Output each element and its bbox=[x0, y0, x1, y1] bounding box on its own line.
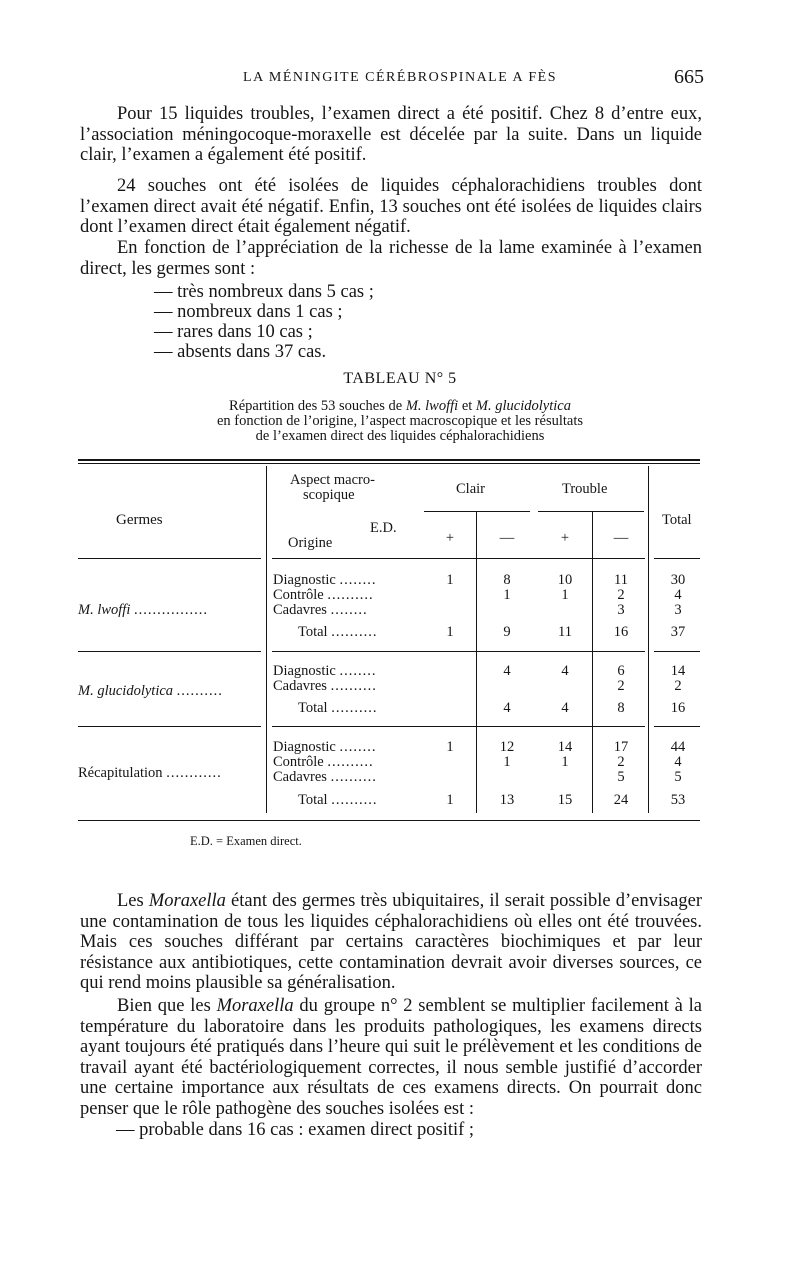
header-clair: Clair bbox=[456, 481, 485, 497]
total-text: Total bbox=[298, 624, 328, 640]
table-cell: 17 bbox=[613, 739, 629, 755]
table-cell: 2 bbox=[617, 754, 625, 770]
germ-name: M. lwoffi bbox=[78, 602, 131, 618]
table-cell: 14 bbox=[670, 663, 686, 679]
table-cell: 1 bbox=[561, 754, 569, 770]
table-cell: 1 bbox=[446, 572, 454, 588]
table-cell: 37 bbox=[670, 624, 686, 640]
table-cell: 4 bbox=[503, 663, 511, 679]
table-cell: 53 bbox=[670, 792, 686, 808]
running-title: LA MÉNINGITE CÉRÉBROSPINALE A FÈS bbox=[243, 70, 557, 85]
origin-label bbox=[273, 663, 376, 679]
table-cell: 14 bbox=[557, 739, 573, 755]
paragraph-souches-isolees: 24 souches ont été isolées de liquides céphalorachidiens troubles dont l’examen direct avait été négatif. Enfin, 13 souches ont été isolées de liquides clairs dont l’examen direct était également négatif. bbox=[80, 176, 702, 237]
origin-text: Diagnostic bbox=[273, 739, 336, 755]
table-cell: 9 bbox=[503, 624, 511, 640]
header-clair-plus: + bbox=[445, 530, 455, 546]
table-cell: 4 bbox=[674, 587, 682, 603]
text-run: Bien que les bbox=[117, 996, 217, 1016]
origin-label bbox=[273, 769, 377, 785]
origin-label bbox=[273, 678, 377, 694]
header-aspect-2: scopique bbox=[303, 487, 355, 503]
table-cell: 4 bbox=[674, 754, 682, 770]
origin-text: Cadavres bbox=[273, 769, 327, 785]
paragraph-contamination bbox=[80, 891, 702, 994]
total-text: Total bbox=[298, 792, 328, 808]
caption-text: Répartition des 53 souches de bbox=[229, 398, 406, 414]
germ-label bbox=[78, 765, 222, 781]
dot-leader: ........ bbox=[339, 572, 377, 588]
paragraph-examen-direct: Pour 15 liquides troubles, l’examen direct a été positif. Chez 8 d’entre eux, l’association méningocoque-moraxelle est décelée par la suite. Dans un liquide clair, l’examen a également été positif. bbox=[80, 104, 702, 165]
page-number: 665 bbox=[674, 66, 704, 88]
table-footnote: E.D. = Examen direct. bbox=[190, 834, 302, 848]
dot-leader: ........ bbox=[339, 663, 377, 679]
list-item: — nombreux dans 1 cas ; bbox=[154, 302, 343, 322]
table-caption-line2: en fonction de l’origine, l’aspect macroscopique et les résultats bbox=[217, 413, 583, 429]
dot-leader: .......... bbox=[327, 587, 374, 603]
dot-leader: ................ bbox=[134, 602, 208, 618]
header-rule bbox=[272, 558, 645, 559]
header-rule bbox=[78, 558, 261, 559]
origin-text: Diagnostic bbox=[273, 663, 336, 679]
origin-label bbox=[273, 572, 376, 588]
table-cell: 6 bbox=[617, 663, 625, 679]
dot-leader: .......... bbox=[331, 624, 378, 640]
germ-label bbox=[78, 602, 208, 618]
table-number: TABLEAU N° 5 bbox=[343, 370, 457, 387]
total-label bbox=[298, 700, 377, 716]
header-germes: Germes bbox=[116, 512, 163, 528]
table-cell: 5 bbox=[674, 769, 682, 785]
table-cell: 1 bbox=[446, 792, 454, 808]
table-cell: 11 bbox=[558, 624, 572, 640]
germ-name: Récapitulation bbox=[78, 765, 163, 781]
dot-leader: .......... bbox=[327, 754, 374, 770]
table-cell: 15 bbox=[557, 792, 573, 808]
text-run: étant des germes très ubiquitaires, il serait possible d’envisager une contamination de tous les liquides céphalorachidiens où elles ont été trouvées. Mais ces souches différant par certains caractères biochimiques et par leur résistance aux antibiotiques, cette contamination devrait avoir diverses sources, ce qui rend moins plausible sa généralisation. bbox=[80, 891, 702, 993]
table-cell: 11 bbox=[614, 572, 628, 588]
origin-label bbox=[273, 587, 374, 603]
germ-label bbox=[78, 683, 223, 699]
column-divider bbox=[266, 466, 267, 813]
header-total: Total bbox=[662, 512, 692, 528]
list-item: — absents dans 37 cas. bbox=[154, 342, 327, 362]
dot-leader: .......... bbox=[176, 683, 223, 699]
text-run: du groupe n° 2 semblent se multiplier facilement à la température du laboratoire dans les produits pathologiques, les examens directs ayant toujours été pratiqués dans l’heure qui suit le prélèvement et les conditions de travail ayant été bactériologiquement correctes, il nous semble justifié d’accorder une certaine importance aux résultats de ces examens directs. On pourrait donc penser que le rôle pathogène des souches isolées est : bbox=[80, 996, 703, 1119]
table-cell: 4 bbox=[561, 663, 569, 679]
table-caption-line1 bbox=[0, 398, 800, 414]
group-rule bbox=[654, 651, 700, 652]
table-cell: 2 bbox=[617, 587, 625, 603]
list-item: — rares dans 10 cas ; bbox=[154, 322, 313, 342]
caption-species: M. glucidolytica bbox=[475, 398, 571, 414]
origin-label bbox=[273, 754, 374, 770]
dot-leader: ........ bbox=[330, 602, 368, 618]
origin-text: Diagnostic bbox=[273, 572, 336, 588]
table-cell: 1 bbox=[561, 587, 569, 603]
caption-text: et bbox=[458, 398, 476, 414]
total-label bbox=[298, 792, 377, 808]
header-origine: Origine bbox=[288, 535, 333, 551]
origin-text: Cadavres bbox=[273, 602, 327, 618]
table-cell: 4 bbox=[503, 700, 511, 716]
table-cell: 3 bbox=[674, 602, 682, 618]
origin-text: Cadavres bbox=[273, 678, 327, 694]
genus-name: Moraxella bbox=[216, 996, 294, 1016]
text-run: Les bbox=[117, 891, 149, 911]
genus-name: Moraxella bbox=[148, 891, 226, 911]
group-rule bbox=[78, 726, 261, 727]
table-cell: 2 bbox=[674, 678, 682, 694]
table-caption-line3: de l’examen direct des liquides céphalorachidiens bbox=[255, 428, 545, 444]
caption-species: M. lwoffi bbox=[405, 398, 459, 414]
table-cell: 8 bbox=[503, 572, 511, 588]
table-cell: 13 bbox=[499, 792, 515, 808]
group-rule bbox=[78, 651, 261, 652]
page-header bbox=[0, 66, 800, 94]
paragraph-richesse-lame: En fonction de l’appréciation de la richesse de la lame examinée à l’examen direct, les germes sont : bbox=[80, 238, 702, 279]
germ-name: M. glucidolytica bbox=[78, 683, 174, 699]
table-cell: 8 bbox=[617, 700, 625, 716]
header-trouble-minus: — bbox=[613, 530, 629, 546]
table-cell: 30 bbox=[670, 572, 686, 588]
dot-leader: .......... bbox=[331, 700, 378, 716]
header-rule bbox=[654, 558, 700, 559]
table-cell: 16 bbox=[670, 700, 686, 716]
header-rule bbox=[424, 511, 530, 512]
table-cell: 1 bbox=[446, 739, 454, 755]
table-top-rule bbox=[78, 463, 700, 464]
total-text: Total bbox=[298, 700, 328, 716]
dot-leader: .......... bbox=[331, 792, 378, 808]
table-cell: 2 bbox=[617, 678, 625, 694]
list-item: — probable dans 16 cas : examen direct positif ; bbox=[116, 1120, 475, 1140]
group-rule bbox=[272, 651, 645, 652]
table-cell: 16 bbox=[613, 624, 629, 640]
origin-label bbox=[273, 602, 368, 618]
table-cell: 44 bbox=[670, 739, 686, 755]
table-cell: 24 bbox=[613, 792, 629, 808]
paragraph-role-pathogene bbox=[80, 996, 702, 1119]
table-cell: 10 bbox=[557, 572, 573, 588]
header-trouble-plus: + bbox=[560, 530, 570, 546]
origin-text: Contrôle bbox=[273, 754, 324, 770]
header-trouble: Trouble bbox=[562, 481, 608, 497]
table-cell: 4 bbox=[561, 700, 569, 716]
header-clair-minus: — bbox=[499, 530, 515, 546]
dot-leader: .......... bbox=[330, 678, 377, 694]
table-cell: 1 bbox=[446, 624, 454, 640]
table-cell: 12 bbox=[499, 739, 515, 755]
table-cell: 5 bbox=[617, 769, 625, 785]
table-bottom-rule bbox=[78, 820, 700, 821]
table-cell: 1 bbox=[503, 754, 511, 770]
table-cell: 1 bbox=[503, 587, 511, 603]
list-item: — très nombreux dans 5 cas ; bbox=[154, 282, 374, 302]
dot-leader: ........ bbox=[339, 739, 377, 755]
group-rule bbox=[272, 726, 645, 727]
origin-text: Contrôle bbox=[273, 587, 324, 603]
table-top-rule bbox=[78, 459, 700, 461]
dot-leader: .......... bbox=[330, 769, 377, 785]
header-ed: E.D. bbox=[370, 520, 397, 536]
header-aspect: Aspect macro- bbox=[290, 472, 375, 488]
table-cell: 3 bbox=[617, 602, 625, 618]
group-rule bbox=[654, 726, 700, 727]
header-rule bbox=[538, 511, 644, 512]
column-divider bbox=[648, 466, 649, 813]
dot-leader: ............ bbox=[166, 765, 222, 781]
total-label bbox=[298, 624, 377, 640]
origin-label bbox=[273, 739, 376, 755]
